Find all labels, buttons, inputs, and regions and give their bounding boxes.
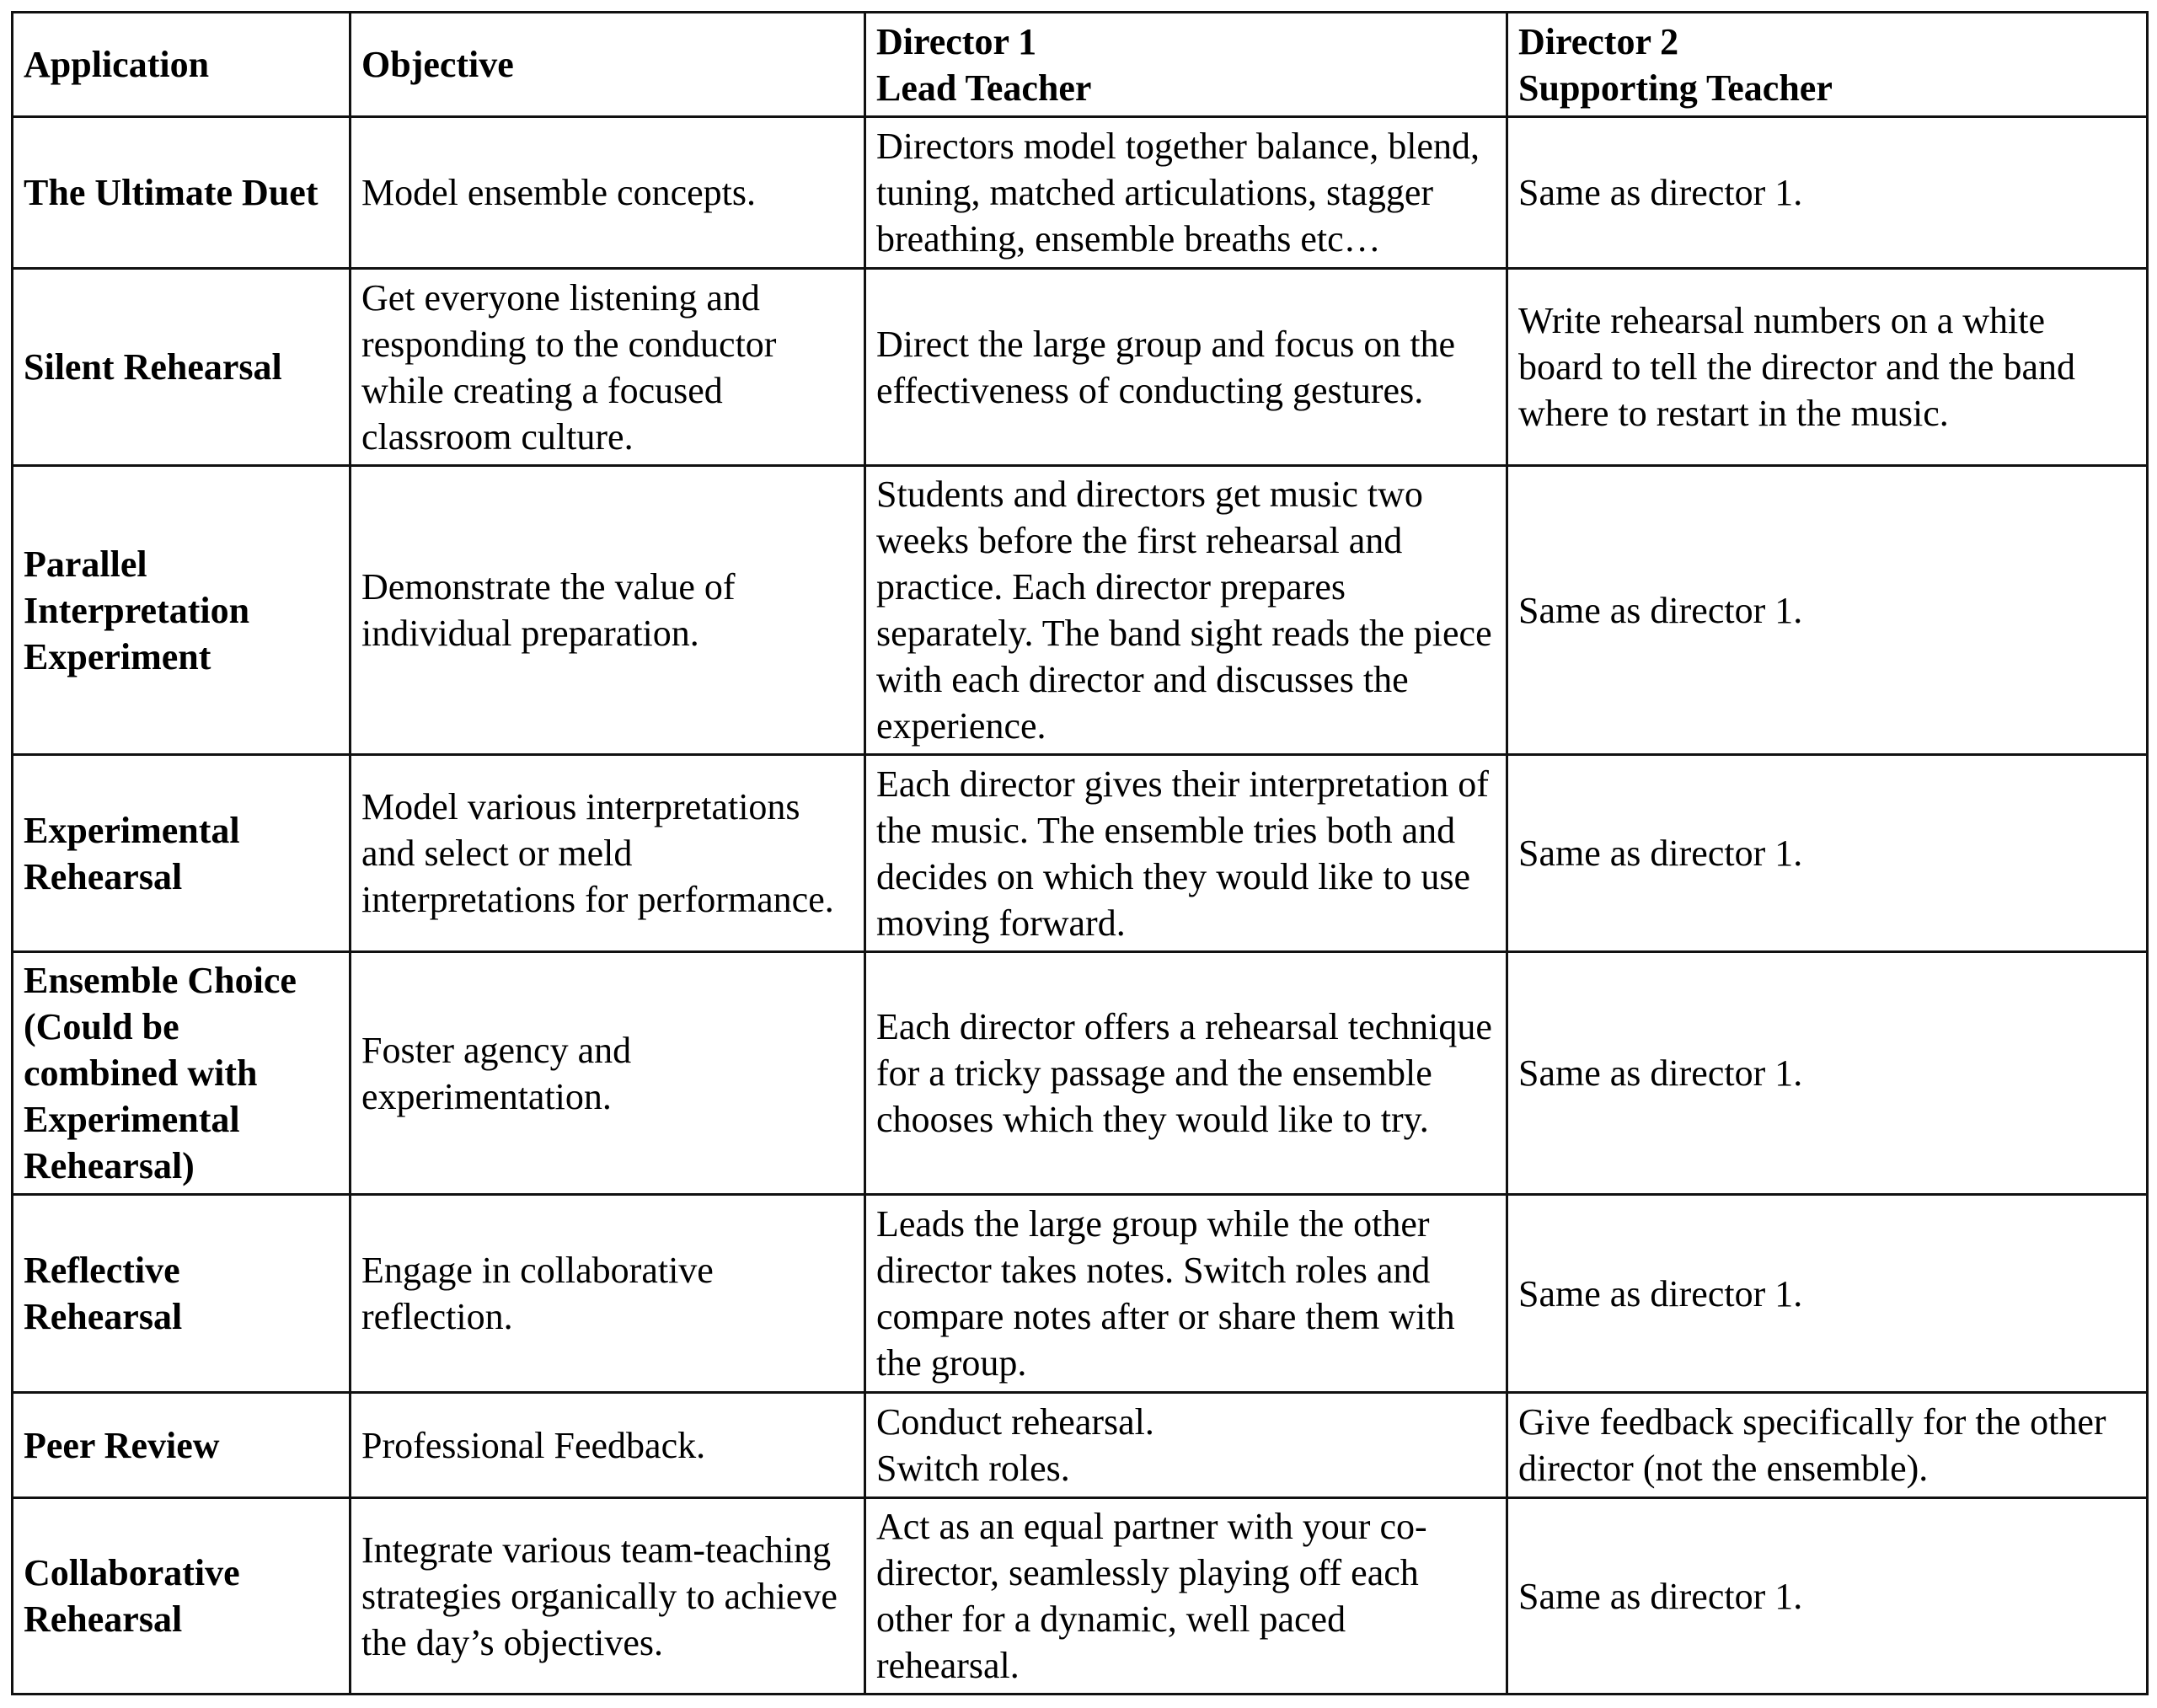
cell-director-1: Students and directors get music two weeks before the first rehearsal and practice. Each director prepares separately. The band sight reads the piece with each director and discusses the experience.: [865, 466, 1507, 755]
cell-director-1: Directors model together balance, blend, tuning, matched articulations, stagger breathing, ensemble breaths etc…: [865, 117, 1507, 269]
header-objective: Objective: [351, 13, 865, 117]
cell-director-1: Leads the large group while the other director takes notes. Switch roles and compare notes after or share them with the group.: [865, 1195, 1507, 1393]
cell-director-1-line: Switch roles.: [876, 1448, 1070, 1489]
table-row: [13, 1498, 2148, 1695]
cell-objective: Professional Feedback.: [351, 1393, 865, 1498]
cell-director-2: Same as director 1.: [1507, 466, 2148, 755]
cell-objective: Engage in collaborative reflection.: [351, 1195, 865, 1393]
cell-objective: Model ensemble concepts.: [351, 117, 865, 269]
table-row: [13, 1393, 2148, 1498]
cell-objective: Integrate various team-teaching strategies organically to achieve the day’s objectives.: [351, 1498, 865, 1695]
cell-director-2: Same as director 1.: [1507, 1498, 2148, 1695]
cell-objective: Foster agency and experimentation.: [351, 952, 865, 1195]
header-director-2-role: Supporting Teacher: [1518, 67, 1833, 109]
cell-director-1: Direct the large group and focus on the effectiveness of conducting gestures.: [865, 269, 1507, 466]
header-application: Application: [13, 13, 351, 117]
cell-objective: Get everyone listening and responding to the conductor while creating a focused classroom culture.: [351, 269, 865, 466]
cell-application: Peer Review: [13, 1393, 351, 1498]
cell-director-1: Each director offers a rehearsal technique for a tricky passage and the ensemble chooses which they would like to try.: [865, 952, 1507, 1195]
cell-application: Ensemble Choice (Could be combined with Experimental Rehearsal): [13, 952, 351, 1195]
cell-director-2: Same as director 1.: [1507, 1195, 2148, 1393]
header-director-1-role: Lead Teacher: [876, 67, 1092, 109]
header-director-1-title: Director 1: [876, 20, 1037, 62]
table-row: [13, 117, 2148, 269]
cell-director-1-line: Conduct rehearsal.: [876, 1401, 1154, 1443]
cell-objective: Model various interpretations and select or meld interpretations for performance.: [351, 755, 865, 952]
cell-director-1: Act as an equal partner with your co-director, seamlessly playing off each other for a dynamic, well paced rehearsal.: [865, 1498, 1507, 1695]
co-teaching-applications-table: [11, 11, 2149, 1695]
table-row: [13, 952, 2148, 1195]
table-row: [13, 1195, 2148, 1393]
cell-director-2: Same as director 1.: [1507, 952, 2148, 1195]
cell-director-1: Each director gives their interpretation of the music. The ensemble tries both and decides on which they would like to use moving forward.: [865, 755, 1507, 952]
table-row: [13, 466, 2148, 755]
cell-director-2: Write rehearsal numbers on a white board to tell the director and the band where to restart in the music.: [1507, 269, 2148, 466]
cell-application: Silent Rehearsal: [13, 269, 351, 466]
cell-application: The Ultimate Duet: [13, 117, 351, 269]
cell-application: Collaborative Rehearsal: [13, 1498, 351, 1695]
cell-director-2: Same as director 1.: [1507, 755, 2148, 952]
header-director-2-title: Director 2: [1518, 20, 1679, 62]
cell-application: Parallel Interpretation Experiment: [13, 466, 351, 755]
header-row: [13, 13, 2148, 117]
header-director-1: [865, 13, 1507, 117]
cell-director-2: Give feedback specifically for the other director (not the ensemble).: [1507, 1393, 2148, 1498]
table-row: [13, 269, 2148, 466]
cell-objective: Demonstrate the value of individual preparation.: [351, 466, 865, 755]
cell-application: Reflective Rehearsal: [13, 1195, 351, 1393]
cell-application: Experimental Rehearsal: [13, 755, 351, 952]
table-row: [13, 755, 2148, 952]
header-director-2: [1507, 13, 2148, 117]
cell-director-2: Same as director 1.: [1507, 117, 2148, 269]
cell-director-1: [865, 1393, 1507, 1498]
